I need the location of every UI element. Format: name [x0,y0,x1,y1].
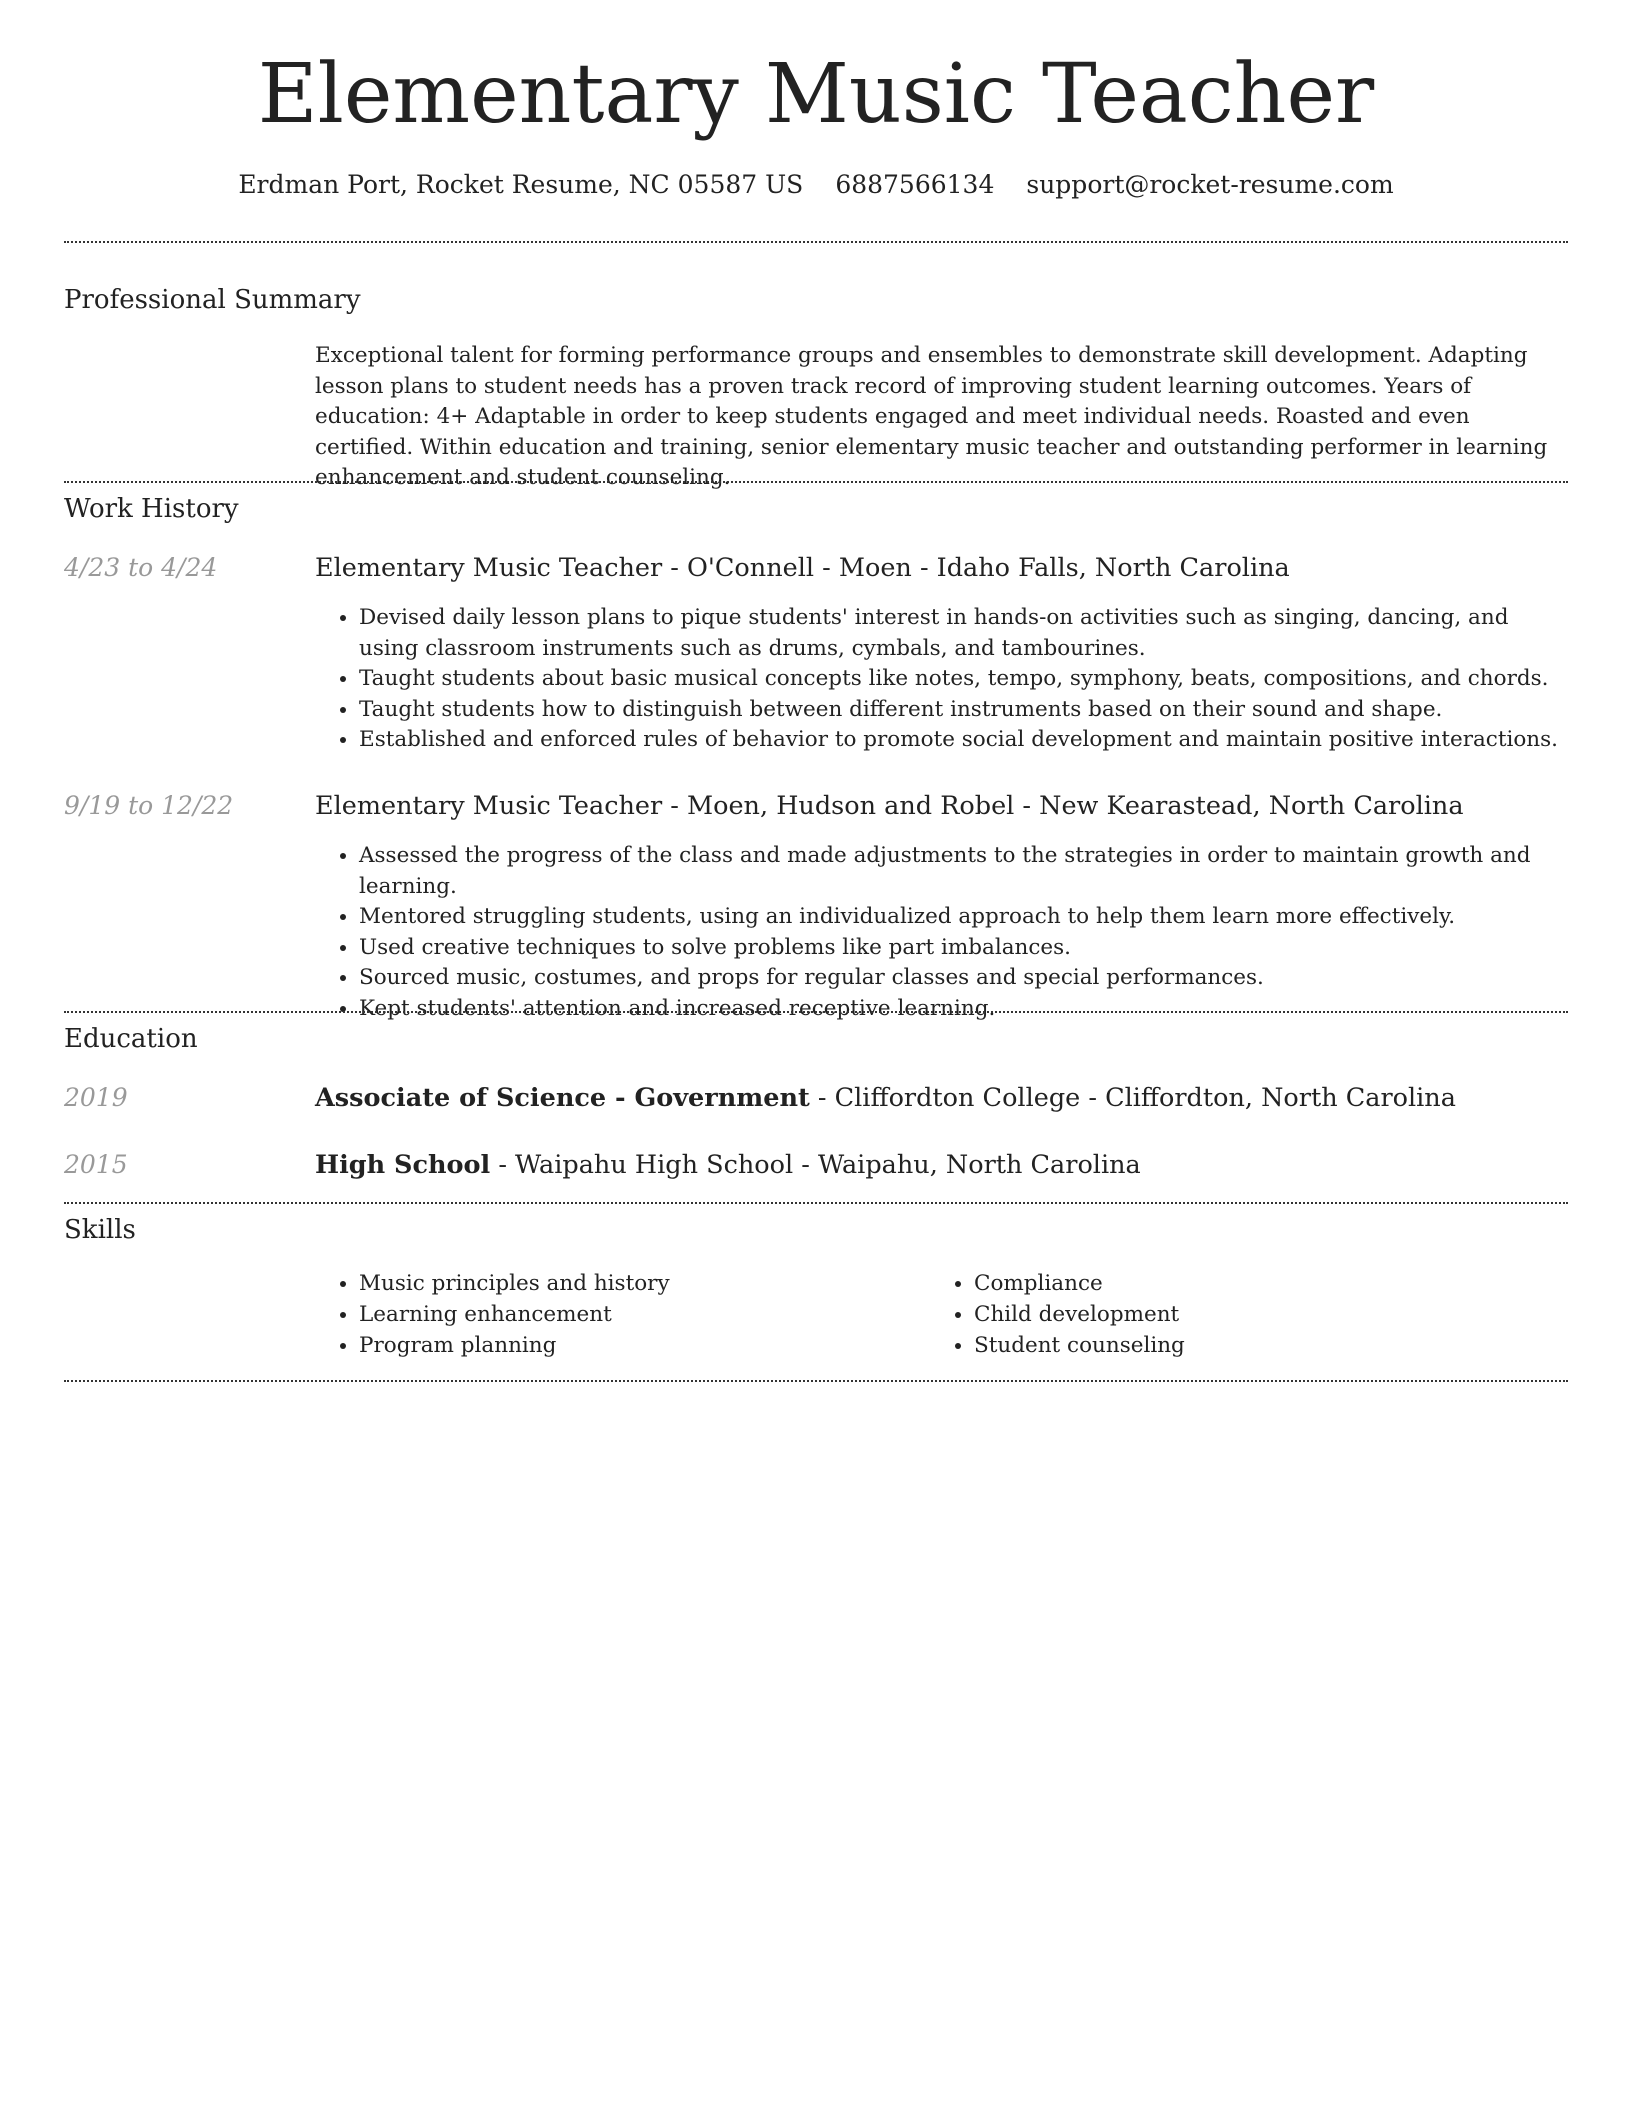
contact-email: support@rocket-resume.com [1026,170,1394,199]
skills-list-right [930,1268,1490,1361]
list-item: • Devised daily lesson plans to pique students' interest in hands-on activities such as singing, dancing, and using classroom instruments such as drums, cymbals, and tambourines. [359,603,1568,664]
list-item: • Mentored struggling students, using an individualized approach to help them learn more effectively. [359,902,1568,933]
contact-phone: 6887566134 [835,170,995,199]
divider-education [64,1202,1568,1204]
list-item: • Assessed the progress of the class and made adjustments to the strategies in order to maintain growth and learning. [359,841,1568,902]
contact-address: Erdman Port, Rocket Resume, NC 05587 US [238,170,804,199]
job-title: Elementary Music Teacher - O'Connell - Moen - Idaho Falls, North Carolina [315,553,1290,583]
education-date: 2019 [64,1083,128,1112]
education-title [315,1150,1568,1181]
list-item: • Compliance [974,1268,1490,1299]
list-item: • Music principles and history [359,1268,875,1299]
job-title: Elementary Music Teacher - Moen, Hudson and Robel - New Kearastead, North Carolina [315,791,1464,821]
list-item: • Established and enforced rules of behavior to promote social development and maintain positive interactions. [359,725,1568,756]
divider-summary [64,481,1568,483]
list-item: • Kept students' attention and increased receptive learning. [359,994,1568,1025]
education-date: 2015 [64,1150,128,1179]
education-school: - Waipahu High School - Waipahu, North Carolina [490,1150,1141,1180]
list-item: • Taught students how to distinguish between different instruments based on their sound and shape. [359,695,1568,726]
education-school: - Cliffordton College - Cliffordton, North Carolina [809,1083,1456,1113]
summary-text: Exceptional talent for forming performance groups and ensembles to demonstrate skill development. Adapting lesson plans to student needs has a proven track record of improving student learning outcomes. Years of education: 4+ Adaptable in order to keep students engaged and meet individual needs. Roasted and even certified. Within education and training, senior elementary music teacher and outstanding performer in learning enhancement and student counseling. [315,343,1548,490]
job-bullets [315,841,1568,1024]
list-item: • Student counseling [974,1330,1490,1361]
list-item: • Child development [974,1299,1490,1330]
list-item: • Sourced music, costumes, and props for regular classes and special performances. [359,963,1568,994]
contact-info [64,170,1568,200]
list-item: • Used creative techniques to solve problems like part imbalances. [359,933,1568,964]
list-item: • Taught students about basic musical concepts like notes, tempo, symphony, beats, compositions, and chords. [359,664,1568,695]
resume-name: Elementary Music Teacher [257,47,1375,142]
education-degree: Associate of Science - Government [315,1083,810,1113]
education-degree: High School [315,1150,491,1180]
job-date: 4/23 to 4/24 [64,553,218,582]
education-title [315,1083,1568,1114]
divider-skills [64,1380,1568,1382]
divider-work [64,1011,1568,1013]
job-bullets [315,603,1568,756]
section-title-summary: Professional Summary [64,285,361,315]
list-item: • Program planning [359,1330,875,1361]
skills-list-left [315,1268,875,1361]
job-date: 9/19 to 12/22 [64,791,234,820]
section-title-work: Work History [64,494,239,524]
section-title-skills: Skills [64,1215,136,1245]
list-item: • Learning enhancement [359,1299,875,1330]
section-title-education: Education [64,1024,198,1054]
divider-header [64,241,1568,243]
